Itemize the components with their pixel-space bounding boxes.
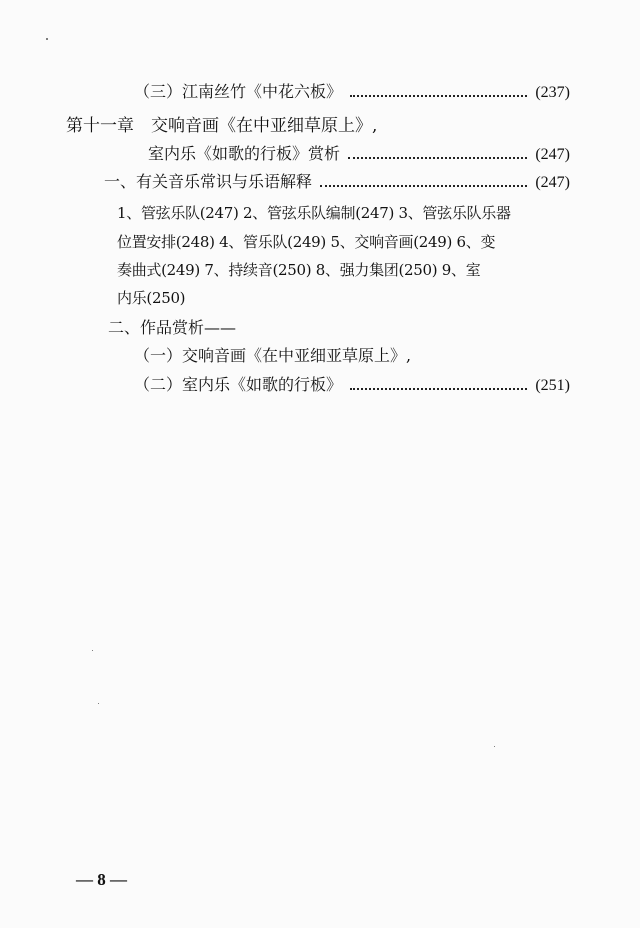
page-number: — 8 — [76,870,127,889]
scan-speck [494,746,495,747]
toc-entry-chapter-11-cont-title: 室内乐《如歌的行板》赏析 [148,144,341,163]
terms-line-2-text: 位置安排(248) 4、管乐队(249) 5、交响音画(249) 6、变 [117,233,496,251]
toc-entry-chamber-music [134,375,570,396]
dot-leader [348,146,527,159]
dot-leader [350,84,527,97]
terms-line-3-text: 奏曲式(249) 7、持续音(250) 8、强力集团(250) 9、室 [117,261,481,279]
toc-entry-symphonic-picture-title: （一）交响音画《在中亚细亚草原上》, [134,346,412,365]
toc-entry-section-1 [104,172,570,193]
toc-entry-section-1-page: (247) [535,174,570,191]
toc-entry-chapter-11-cont [148,144,570,165]
terms-line-4-text: 内乐(250) [117,289,186,307]
terms-line-1-text: 1、管弦乐队(247) 2、管弦乐队编制(247) 3、管弦乐队乐器 [117,204,511,222]
toc-entry-jiangnan [134,82,570,103]
toc-entry-chamber-music-page: (251) [535,377,570,394]
scan-speck [46,38,48,40]
chapter-11-title: 第十一章 交响音画《在中亚细草原上》, [66,116,378,136]
terms-line-3 [117,260,480,280]
toc-entry-jiangnan-title: （三）江南丝竹《中花六板》 [134,82,343,101]
dot-leader [350,377,527,390]
toc-entry-section-1-title: 一、有关音乐常识与乐语解释 [104,172,313,191]
toc-entry-section-2-title: 二、作品赏析—— [108,318,237,337]
terms-line-1 [117,203,511,223]
toc-entry-jiangnan-page: (237) [535,84,570,101]
toc-entry-symphonic-picture [134,346,411,366]
terms-line-4 [117,288,185,308]
toc-entry-chapter-11-page: (247) [535,146,570,163]
toc-entry-chamber-music-title: （二）室内乐《如歌的行板》 [134,375,343,394]
scan-speck [98,703,99,704]
dot-leader [320,174,527,187]
toc-entry-section-2 [108,318,236,338]
chapter-11-heading [66,116,377,136]
scan-speck [92,650,93,651]
terms-line-2 [117,232,495,252]
